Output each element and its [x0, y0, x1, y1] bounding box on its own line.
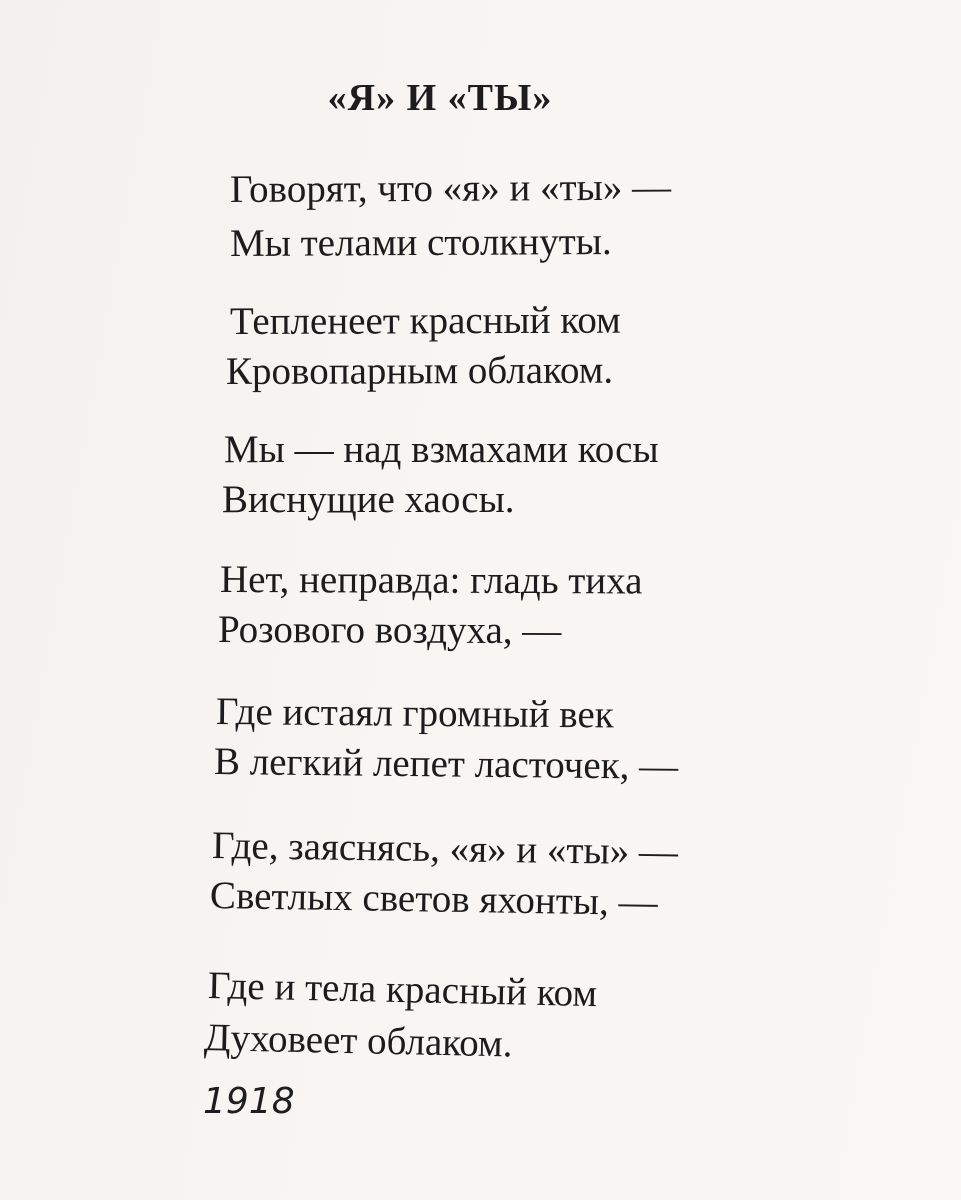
- poem-line: Кровопарным облаком.: [225, 348, 614, 393]
- poem-line: Мы — над взмахами косы: [224, 428, 659, 471]
- poem-title: «Я» И «ТЫ»: [327, 77, 553, 119]
- poem-line: Где и тела красный ком: [207, 964, 598, 1016]
- poem-line: В легкий лепет ласточек, —: [213, 740, 679, 788]
- poem-line: Нет, неправда: гладь тиха: [219, 558, 643, 603]
- poem-line: Розового воздуха, —: [217, 608, 562, 653]
- poem-line: Тепленеет красный ком: [229, 298, 621, 343]
- poem-line: Где истаял громный век: [215, 690, 614, 737]
- poem-line: Духовеет облаком.: [203, 1016, 513, 1066]
- poem-line: Виснущие хаосы.: [222, 478, 515, 521]
- poem-line: Светлых светов яхонты, —: [209, 874, 658, 925]
- poem-line: Где, заяснясь, «я» и «ты» —: [211, 824, 679, 874]
- poem-line: Мы телами столкнуты.: [229, 220, 612, 265]
- poem-year: 1918: [203, 1081, 295, 1122]
- poem-line: Говорят, что «я» и «ты» —: [229, 165, 672, 211]
